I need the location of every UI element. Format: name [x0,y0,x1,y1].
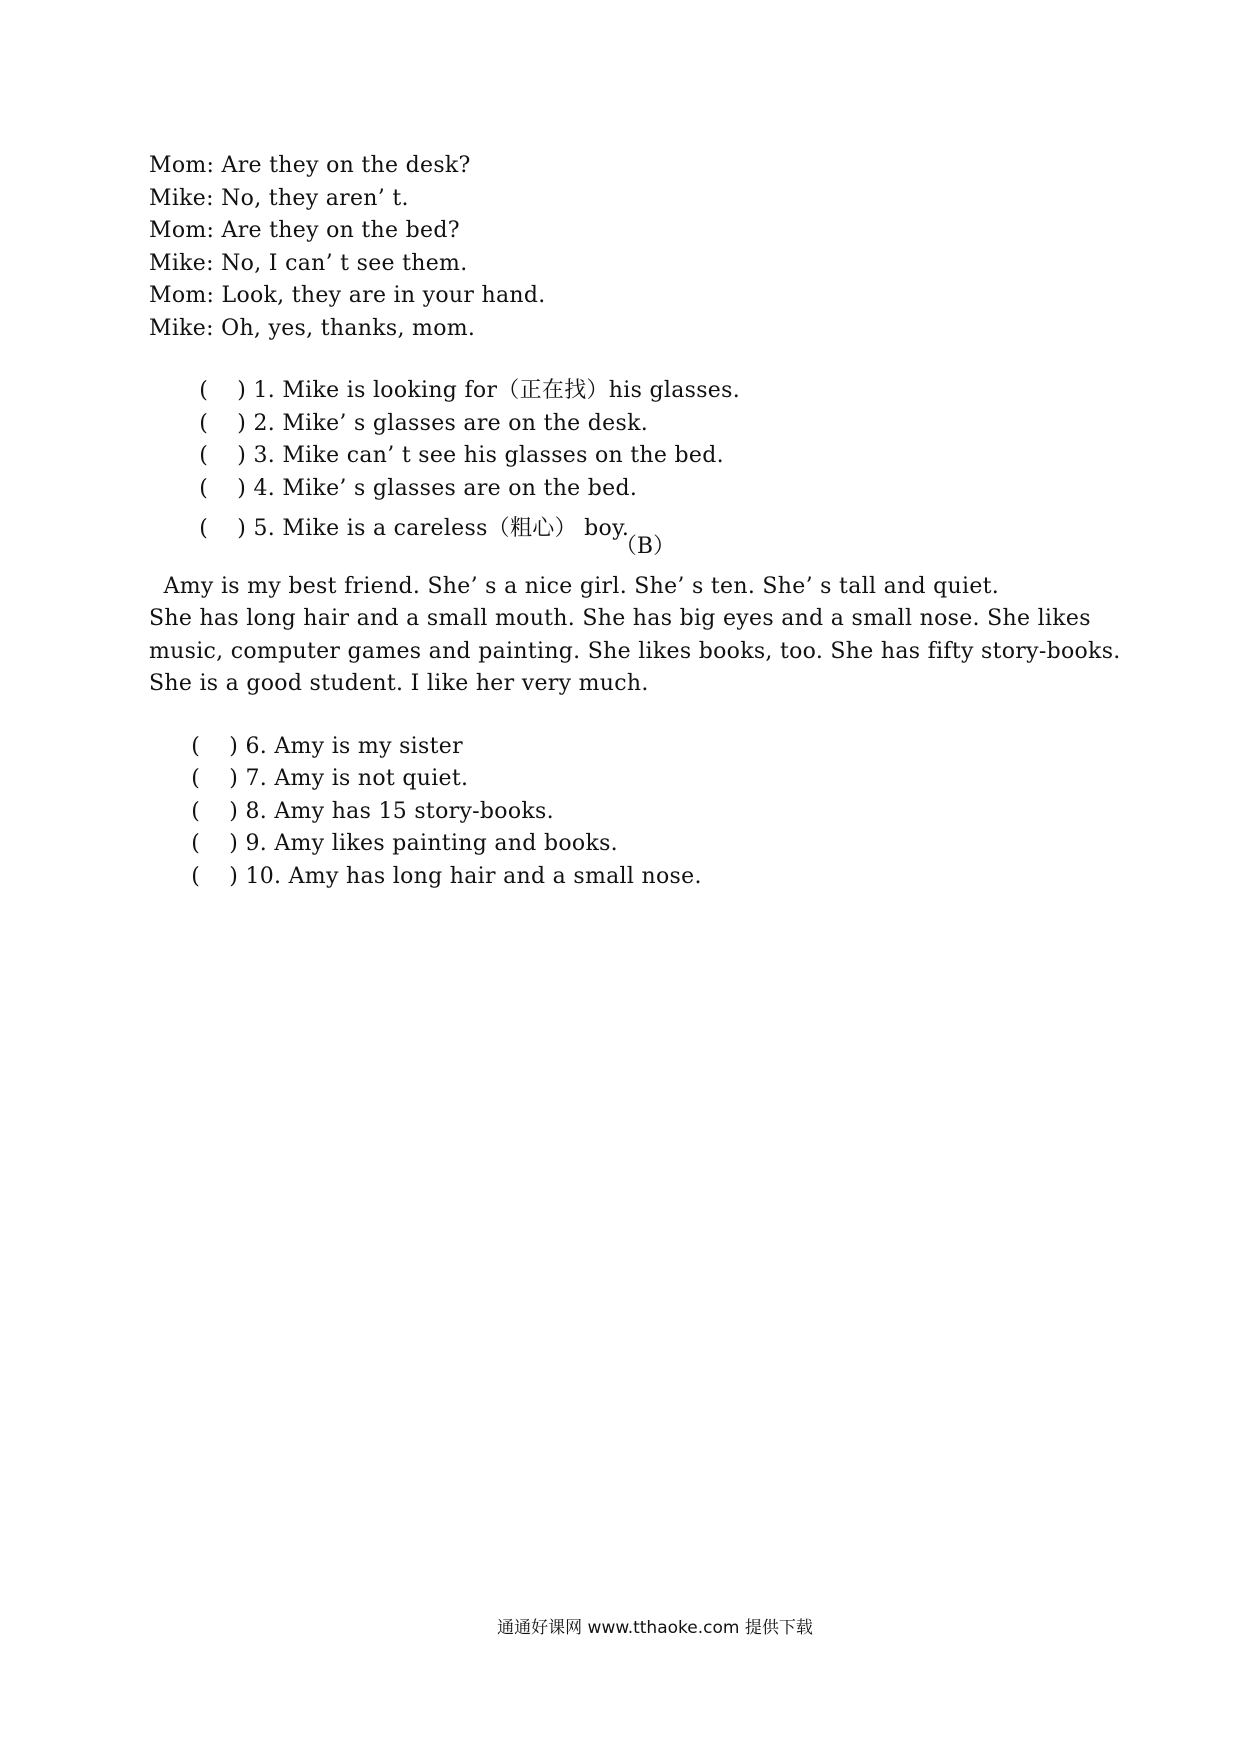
question-text: 2. Mike’ s glasses are on the desk. [253,411,649,436]
dialogue-line: Mom: Look, they are in your hand. [149,283,546,308]
answer-blank[interactable]: ( ) [199,476,247,501]
answer-blank[interactable]: ( ) [199,411,247,436]
dialogue-line: Mike: Oh, yes, thanks, mom. [149,316,476,341]
answer-blank[interactable]: ( ) [199,443,247,468]
answer-blank[interactable]: ( ) [199,378,247,403]
answer-blank[interactable]: ( ) [199,516,247,541]
passage-line: Amy is my best friend. She’ s a nice girl. She’ s ten. She’ s tall and quiet. [149,574,1000,599]
dialogue-line: Mike: No, I can’ t see them. [149,251,468,276]
answer-blank[interactable]: ( ) [191,766,239,791]
answer-blank[interactable]: ( ) [191,864,239,889]
question-text: 6. Amy is my sister [245,734,463,759]
question-text: 10. Amy has long hair and a small nose. [245,864,702,889]
dialogue-line: Mom: Are they on the desk? [149,153,471,178]
dialogue-line: Mom: Are they on the bed? [149,218,460,243]
dialogue-line: Mike: No, they aren’ t. [149,186,409,211]
question-text: 5. Mike is a careless（粗心） boy. [253,516,630,541]
passage-line: She is a good student. I like her very much. [149,671,649,696]
question-text: 9. Amy likes painting and books. [245,831,618,856]
question-text: 7. Amy is not quiet. [245,766,469,791]
question-text: 1. Mike is looking for（正在找）his glasses. [253,378,740,403]
question-text: 3. Mike can’ t see his glasses on the bed. [253,443,724,468]
footer-credit: 通通好课网 www.tthaoke.com 提供下载 [497,1618,813,1638]
answer-blank[interactable]: ( ) [191,799,239,824]
question-text: 8. Amy has 15 story-books. [245,799,554,824]
answer-blank[interactable]: ( ) [191,831,239,856]
passage-line: She has long hair and a small mouth. She has big eyes and a small nose. She likes [149,606,1091,631]
answer-blank[interactable]: ( ) [191,734,239,759]
section-b-heading: （B） [614,534,676,559]
passage-line: music, computer games and painting. She likes books, too. She has fifty story-books. [149,639,1121,664]
question-item [162,832,702,922]
question-text: 4. Mike’ s glasses are on the bed. [253,476,638,501]
